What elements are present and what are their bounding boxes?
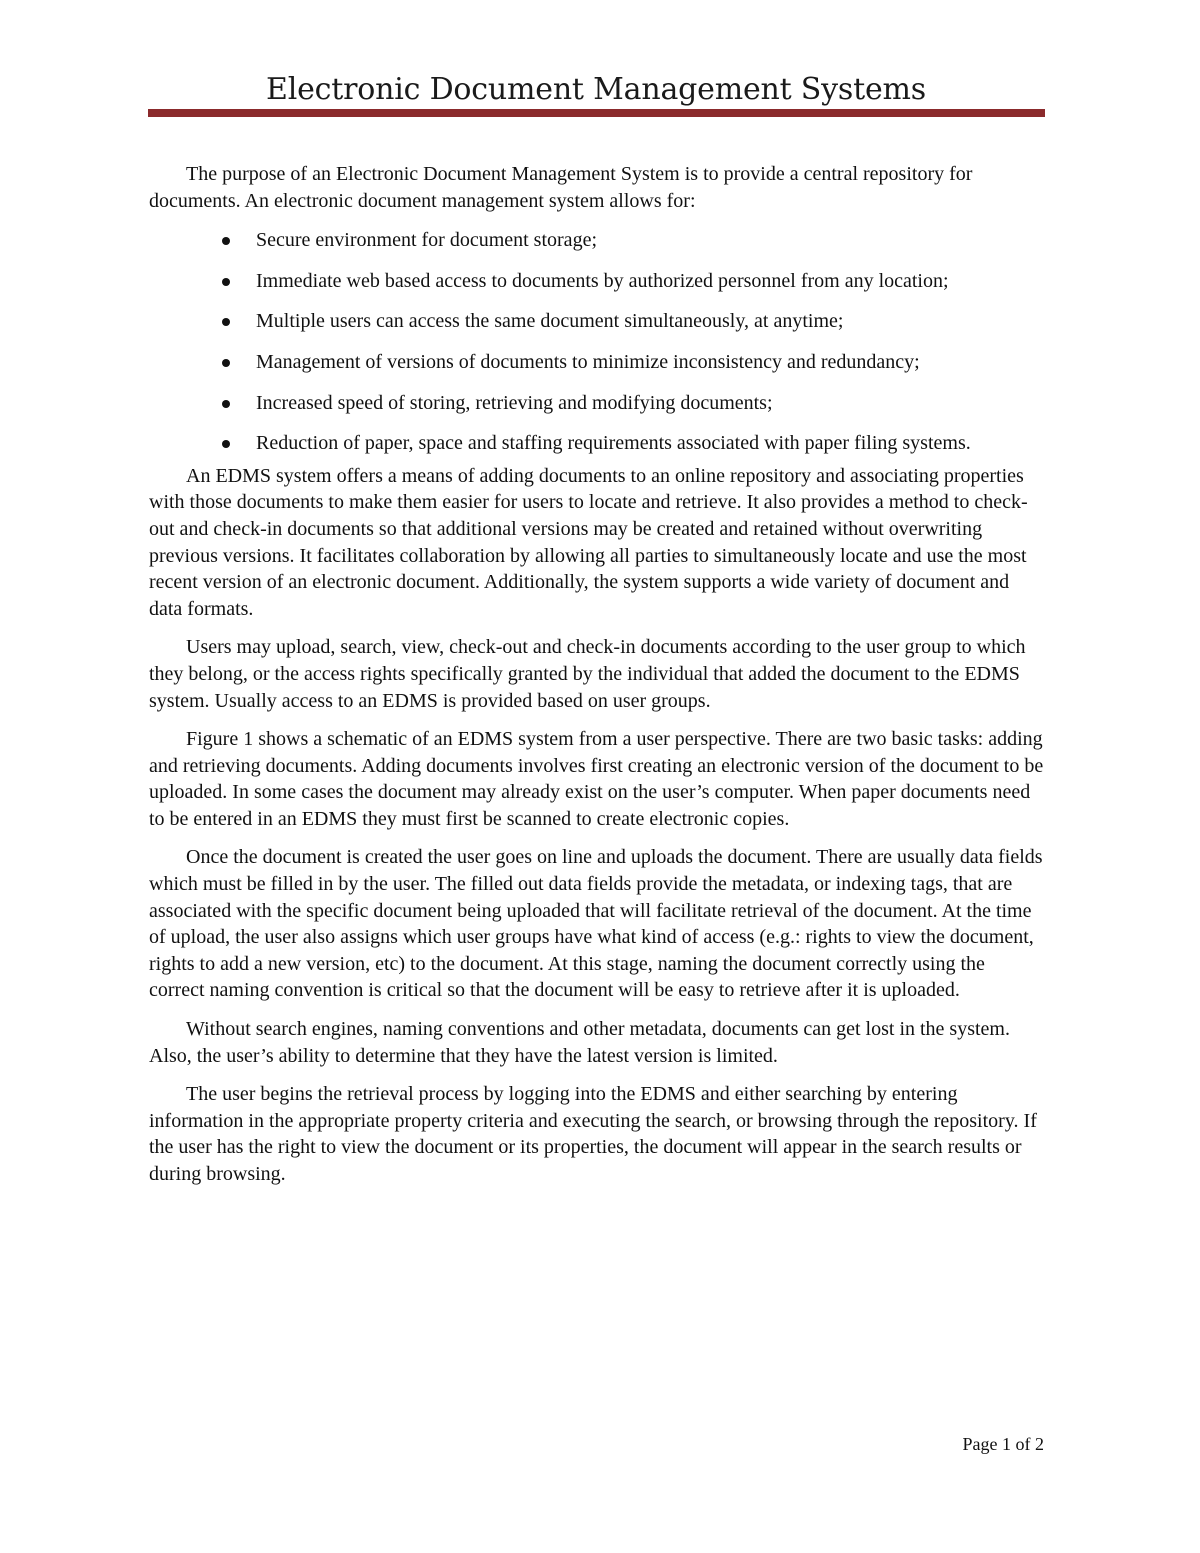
body-paragraph: An EDMS system offers a means of adding documents to an online repository and associating properties with those documents to make them easier for users to locate and retrieve. It also provides a method to check-out and check-in documents so that additional versions may be created and retained without overwriting previous versions. It facilitates collaboration by allowing all parties to simultaneously locate and use the most recent version of an electronic document. Additionally, the system supports a wide variety of document and data formats. <box>149 464 1028 620</box>
bullet-icon <box>222 400 230 408</box>
list-item <box>256 227 1044 254</box>
bullet-icon <box>222 278 230 286</box>
bullet-icon <box>222 318 230 326</box>
feature-list <box>149 227 1044 457</box>
title-rule <box>148 109 1045 117</box>
body-paragraph: Figure 1 shows a schematic of an EDMS system from a user perspective. There are two basic tasks: adding and retrieving documents. Adding documents involves first creating an electronic version of the document to be uploaded. In some cases the document may already exist on the user’s computer. When paper documents need to be entered in an EDMS they must first be scanned to create electronic copies. <box>149 728 1044 830</box>
list-item-text: Multiple users can access the same document simultaneously, at anytime; <box>256 310 844 333</box>
list-item <box>256 308 1044 335</box>
list-item <box>256 349 1044 376</box>
list-item-text: Reduction of paper, space and staffing requirements associated with paper filing systems. <box>256 432 971 455</box>
list-item <box>256 390 1044 417</box>
list-item-text: Increased speed of storing, retrieving and modifying documents; <box>256 391 773 414</box>
page-number: Page 1 of 2 <box>962 1434 1044 1454</box>
body-paragraph: Users may upload, search, view, check-out and check-in documents according to the user group to which they belong, or the access rights specifically granted by the individual that added the document to the EDMS system. Usually access to an EDMS is provided based on user groups. <box>149 636 1026 712</box>
list-item-text: Management of versions of documents to minimize inconsistency and redundancy; <box>256 350 920 373</box>
list-item <box>256 268 1044 295</box>
list-item-text: Immediate web based access to documents by authorized personnel from any location; <box>256 269 949 292</box>
list-item-text: Secure environment for document storage; <box>256 229 597 252</box>
page-title: Electronic Document Management Systems <box>266 72 926 107</box>
intro-paragraph: The purpose of an Electronic Document Management System is to provide a central repository for documents. An electronic document management system allows for: <box>149 163 973 212</box>
bullet-icon <box>222 359 230 367</box>
bullet-icon <box>222 237 230 245</box>
body-paragraph: The user begins the retrieval process by logging into the EDMS and either searching by entering information in the appropriate property criteria and executing the search, or browsing through the repository. If the user has the right to view the document or its properties, the document will appear in the search results or during browsing. <box>149 1083 1037 1185</box>
list-item <box>256 430 1044 457</box>
document-body <box>149 161 1044 1200</box>
body-paragraph: Once the document is created the user goes on line and uploads the document. There are usually data fields which must be filled in by the user. The filled out data fields provide the metadata, or indexing tags, that are associated with the specific document being uploaded that will facilitate retrieval of the document. At the time of upload, the user also assigns which user groups have what kind of access (e.g.: rights to view the document, rights to add a new version, etc) to the document. At this stage, naming the document correctly using the correct naming convention is critical so that the document will be easy to retrieve after it is uploaded. <box>149 846 1043 1002</box>
body-paragraph: Without search engines, naming conventions and other metadata, documents can get lost in the system. Also, the user’s ability to determine that they have the latest version is limited. <box>149 1018 1010 1067</box>
bullet-icon <box>222 440 230 448</box>
